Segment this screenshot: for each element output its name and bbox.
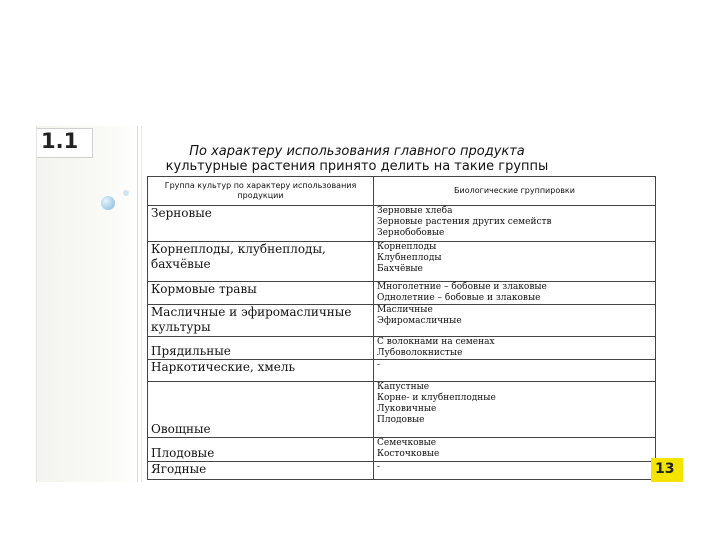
biological-group-item: - — [377, 462, 381, 472]
biological-group-item: Многолетние – бобовые и злаковые — [377, 282, 547, 292]
biological-group-item: Плодовые — [377, 415, 425, 425]
biological-group-cell — [374, 360, 656, 382]
crop-group-cell: Ягодные — [148, 462, 374, 480]
biological-group-item: Зернобобовые — [377, 228, 445, 238]
biological-group-cell — [374, 337, 656, 360]
biological-group-item: С волокнами на семенах — [377, 337, 495, 347]
slide-title — [157, 144, 557, 174]
title-line-1: По характеру использования главного продукта — [189, 144, 525, 159]
crop-group-cell: Зерновые — [148, 206, 374, 242]
table-row — [148, 282, 656, 305]
biological-group-item: Однолетние – бобовые и злаковые — [377, 293, 541, 303]
biological-group-item: Зерновые хлеба — [377, 206, 453, 216]
biological-group-item: - — [377, 360, 381, 370]
biological-group-item: Зерновые растения других семейств — [377, 217, 552, 227]
biological-group-cell — [374, 462, 656, 480]
crop-group-cell: Кормовые травы — [148, 282, 374, 305]
biological-group-cell — [374, 206, 656, 242]
table-row — [148, 438, 656, 462]
table-row — [148, 242, 656, 282]
biological-group-item: Капустные — [377, 382, 430, 392]
crop-group-cell: Овощные — [148, 382, 374, 438]
decorative-band — [37, 126, 143, 482]
title-line-2: культурные растения принято делить на такие группы — [165, 159, 549, 174]
table-row — [148, 462, 656, 480]
biological-group-item: Эфиромасличные — [377, 316, 462, 326]
section-number-box — [37, 128, 93, 158]
table-row — [148, 382, 656, 438]
crop-group-cell: Корнеплоды, клубнеплоды, бахчёвые — [148, 242, 374, 282]
column-header: Биологические группировки — [374, 177, 656, 206]
biological-group-item: Бахчёвые — [377, 264, 423, 274]
page-number-badge — [651, 458, 683, 482]
crop-groups-table — [147, 176, 656, 480]
biological-group-cell — [374, 282, 656, 305]
table-row — [148, 337, 656, 360]
table-row — [148, 206, 656, 242]
section-number: 1.1 — [41, 129, 79, 153]
page-number: 13 — [655, 461, 675, 477]
table-header-row — [148, 177, 656, 206]
table-row — [148, 360, 656, 382]
biological-group-item: Косточковые — [377, 449, 440, 459]
bubble-decoration — [123, 190, 129, 196]
biological-group-cell — [374, 305, 656, 337]
decorative-line — [137, 126, 138, 482]
decorative-line — [141, 126, 142, 482]
biological-group-item: Клубнеплоды — [377, 253, 442, 263]
biological-group-cell — [374, 242, 656, 282]
biological-group-cell — [374, 382, 656, 438]
biological-group-item: Корне- и клубнеплодные — [377, 393, 496, 403]
biological-group-item: Масличные — [377, 305, 433, 315]
biological-group-item: Семечковые — [377, 438, 437, 448]
crop-group-cell: Прядильные — [148, 337, 374, 360]
column-header: Группа культур по характеру использования продукции — [148, 177, 374, 206]
crop-group-cell: Плодовые — [148, 438, 374, 462]
bubble-decoration — [101, 196, 115, 210]
biological-group-item: Луковичные — [377, 404, 437, 414]
biological-group-item: Корнеплоды — [377, 242, 437, 252]
crop-group-cell: Масличные и эфиромасличные культуры — [148, 305, 374, 337]
biological-group-cell — [374, 438, 656, 462]
biological-group-item: Лубоволокнистые — [377, 348, 463, 358]
crop-group-cell: Наркотические, хмель — [148, 360, 374, 382]
table-row — [148, 305, 656, 337]
slide — [36, 126, 683, 482]
